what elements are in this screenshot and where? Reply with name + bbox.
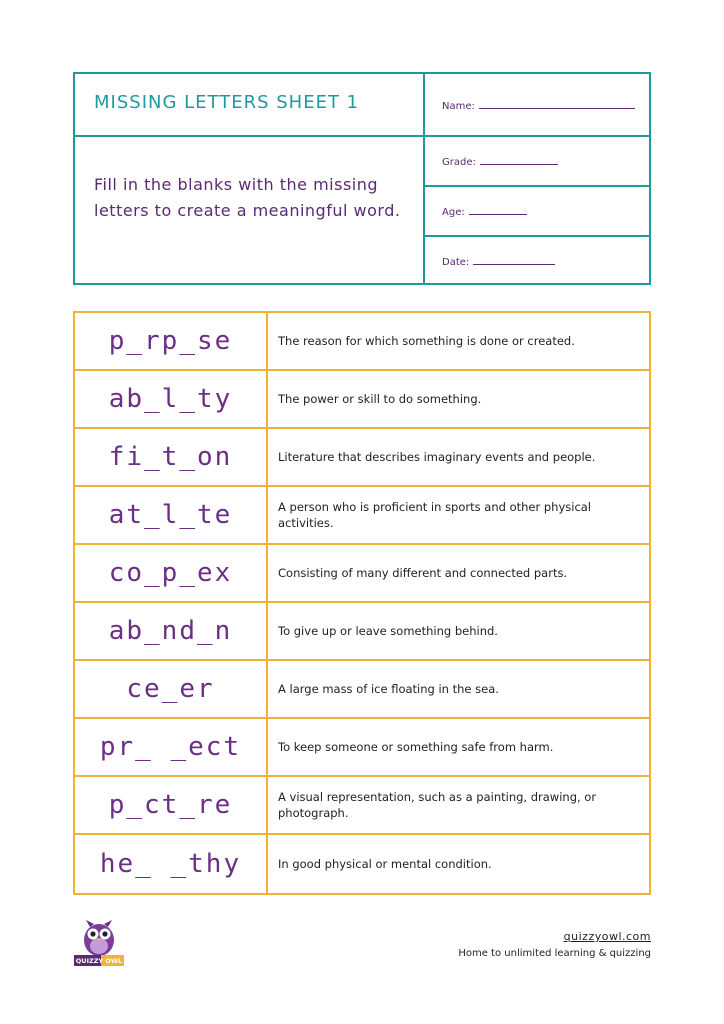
name-field[interactable] [442,98,635,112]
header-divider-horizontal [75,135,649,137]
word-table [73,311,651,895]
age-blank-line[interactable] [469,204,527,215]
date-blank-line[interactable] [473,254,555,265]
word-definition: To keep someone or something safe from harm. [278,740,554,754]
word-definition: In good physical or mental condition. [278,857,492,871]
table-row [75,487,649,545]
table-row [75,661,649,719]
table-row [75,313,649,371]
header-divider-right-1 [423,185,649,187]
word-definition: A visual representation, such as a painting, drawing, or photograph. [278,790,597,820]
missing-letter-word[interactable]: he_ _thy [75,835,268,893]
logo-text: QUIZZY OWL [75,957,123,965]
table-row [75,603,649,661]
missing-letter-word[interactable]: ce_er [75,661,268,717]
site-link[interactable]: quizzyowl.com [563,930,651,943]
site-tagline: Home to unlimited learning & quizzing [458,948,651,959]
name-blank-line[interactable] [479,98,635,109]
instructions-text: Fill in the blanks with the missing letters to create a meaningful word. [94,175,401,220]
missing-letter-word[interactable]: at_l_te [75,487,268,543]
missing-letter-word[interactable]: co_p_ex [75,545,268,601]
word-definition: The reason for which something is done or created. [278,334,575,348]
word-definition: A large mass of ice floating in the sea. [278,682,499,696]
table-row [75,835,649,893]
word-definition: The power or skill to do something. [278,392,482,406]
date-label: Date: [442,257,470,268]
name-label: Name: [442,101,475,112]
header-divider-vertical [423,74,425,283]
missing-letter-word[interactable]: fi_t_on [75,429,268,485]
word-definition: A person who is proficient in sports and other physical activities. [278,500,592,530]
age-field[interactable] [442,204,527,218]
missing-letter-word[interactable]: ab_nd_n [75,603,268,659]
missing-letter-word[interactable]: p_rp_se [75,313,268,369]
header-divider-right-2 [423,235,649,237]
grade-blank-line[interactable] [480,154,558,165]
table-row [75,719,649,777]
missing-letter-word[interactable]: p_ct_re [75,777,268,833]
table-row [75,545,649,603]
quizzy-owl-logo [74,914,124,966]
word-definition: Literature that describes imaginary events and people. [278,450,596,464]
worksheet-header [73,72,651,285]
table-row [75,429,649,487]
missing-letter-word[interactable]: pr_ _ect [75,719,268,775]
grade-field[interactable] [442,154,558,168]
table-row [75,371,649,429]
word-definition: Consisting of many different and connected parts. [278,566,568,580]
grade-label: Grade: [442,157,476,168]
word-definition: To give up or leave something behind. [278,624,498,638]
table-row [75,777,649,835]
missing-letter-word[interactable]: ab_l_ty [75,371,268,427]
age-label: Age: [442,207,465,218]
worksheet-title: MISSING LETTERS SHEET 1 [94,92,360,113]
date-field[interactable] [442,254,555,268]
